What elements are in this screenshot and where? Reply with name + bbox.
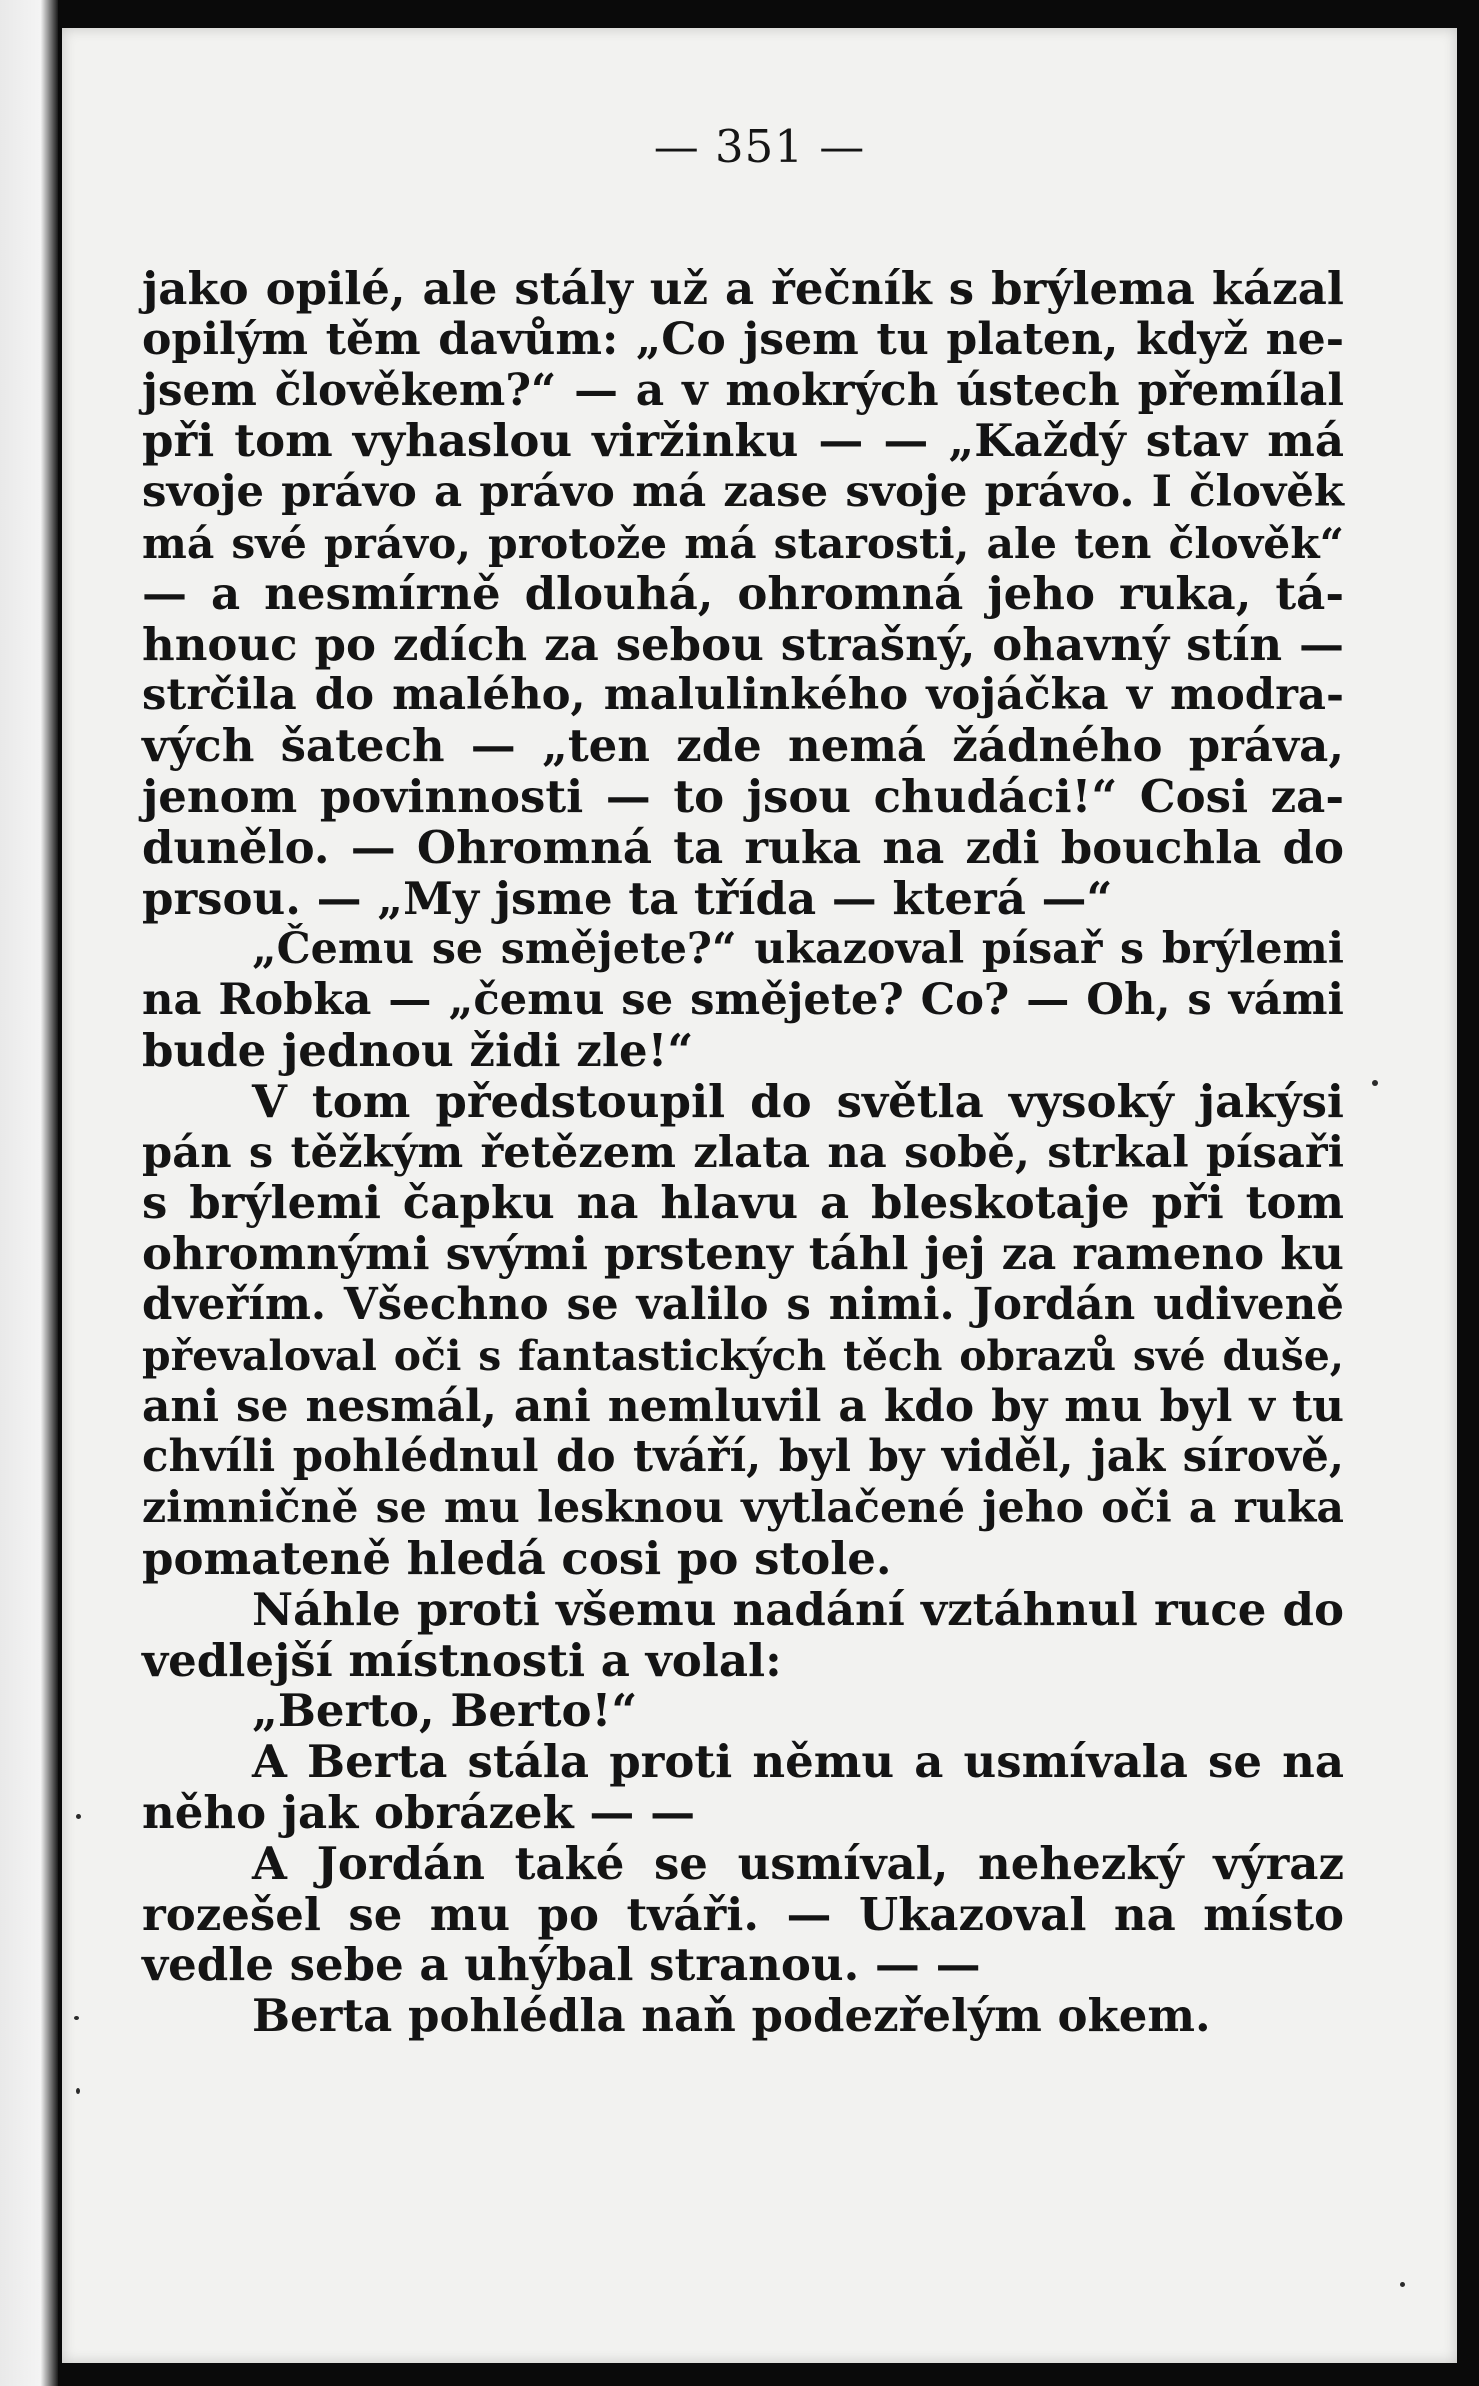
text-line: hnouc po zdích za sebou strašný, ohavný stín — (142, 617, 1344, 671)
text-line: dunělo. — Ohromná ta ruka na zdi bouchla do (142, 820, 1344, 874)
page-number: — 351 — (653, 120, 866, 173)
text-line: pomateně hledá cosi po stole. (142, 1531, 892, 1585)
text-line: vých šatech — „ten zde nemá žádného práva, (142, 719, 1344, 773)
text-line: vedlejší místnosti a volal: (142, 1633, 782, 1687)
paper-speck (1372, 1080, 1378, 1086)
text-line: jako opilé, ale stály už a řečník s brýlema kázal (142, 262, 1344, 315)
paragraph (142, 1582, 1344, 1687)
page-text (142, 264, 1344, 2042)
text-line: pán s těžkým řetězem zlata na sobě, strkal písaři (142, 1126, 1344, 1178)
text-line: A Jordán také se usmíval, nehezký výraz (252, 1836, 1344, 1890)
text-line: zimničně se mu lesknou vytlačené jeho oči a ruka (142, 1483, 1344, 1534)
text-line: při tom vyhaslou viržinku — — „Každý stav má (142, 414, 1344, 468)
text-line: svoje právo a právo má zase svoje právo. I člověk (142, 466, 1344, 518)
text-line: Berta pohlédla naň podezřelým okem. (252, 1989, 1211, 2043)
text-line: „Berto, Berto!“ (252, 1684, 638, 1738)
text-line: chvíli pohlédnul do tváří, byl by viděl, jak sírově, (142, 1431, 1344, 1483)
text-line: s brýlemi čapku na hlavu a bleskotaje při tom (142, 1176, 1344, 1230)
text-line: převaloval oči s fantastických těch obrazů své duše, (142, 1331, 1344, 1380)
left-page-edge (0, 0, 58, 2386)
paragraph (142, 264, 1344, 924)
text-line: prsou. — „My jsme ta třída — která —“ (142, 871, 1113, 925)
paragraph (142, 924, 1344, 1076)
paragraph (142, 1737, 1344, 1839)
text-line: V tom předstoupil do světla vysoký jakýsi (252, 1074, 1344, 1128)
book-page (62, 28, 1457, 2363)
paragraph (142, 1836, 1344, 1992)
paragraph (142, 1686, 1344, 1737)
text-line: jenom povinnosti — to jsou chudáci!“ Cosi za- (142, 769, 1344, 823)
paper-speck (76, 1814, 81, 1819)
paragraph (142, 1991, 1344, 2042)
text-line: „Čemu se smějete?“ ukazoval písař s brýlemi (252, 924, 1344, 975)
paper-speck (1400, 2282, 1405, 2287)
text-line: bude jednou židi zle!“ (142, 1023, 694, 1077)
text-line: ohromnými svými prsteny táhl jej za rameno ku (142, 1227, 1344, 1281)
text-line: jsem člověkem?“ — a v mokrých ústech přemílal (142, 364, 1344, 416)
text-line: má své právo, protože má starosti, ale ten člověk“ (142, 517, 1344, 568)
text-line: dveřím. Všechno se valilo s nimi. Jordán udiveně (142, 1278, 1344, 1330)
text-line: něho jak obrázek — — (142, 1785, 696, 1839)
text-line: A Berta stála proti němu a usmívala se na (252, 1735, 1344, 1789)
paper-speck (76, 2088, 80, 2094)
text-line: rozešel se mu po tváři. — Ukazoval na místo (142, 1887, 1344, 1941)
text-line: — a nesmírně dlouhá, ohromná jeho ruka, tá- (142, 566, 1344, 620)
text-line: vedle sebe a uhýbal stranou. — — (142, 1938, 981, 1992)
text-line: Náhle proti všemu nadání vztáhnul ruce do (252, 1582, 1344, 1636)
paragraph (142, 1074, 1344, 1585)
text-line: strčila do malého, malulinkého vojáčka v modra- (142, 669, 1344, 721)
paper-speck (74, 2016, 79, 2020)
text-line: na Robka — „čemu se smějete? Co? — Oh, s vámi (142, 974, 1344, 1026)
text-line: ani se nesmál, ani nemluvil a kdo by mu byl v tu (142, 1380, 1344, 1432)
text-line: opilým těm davům: „Co jsem tu platen, když ne- (142, 313, 1344, 365)
